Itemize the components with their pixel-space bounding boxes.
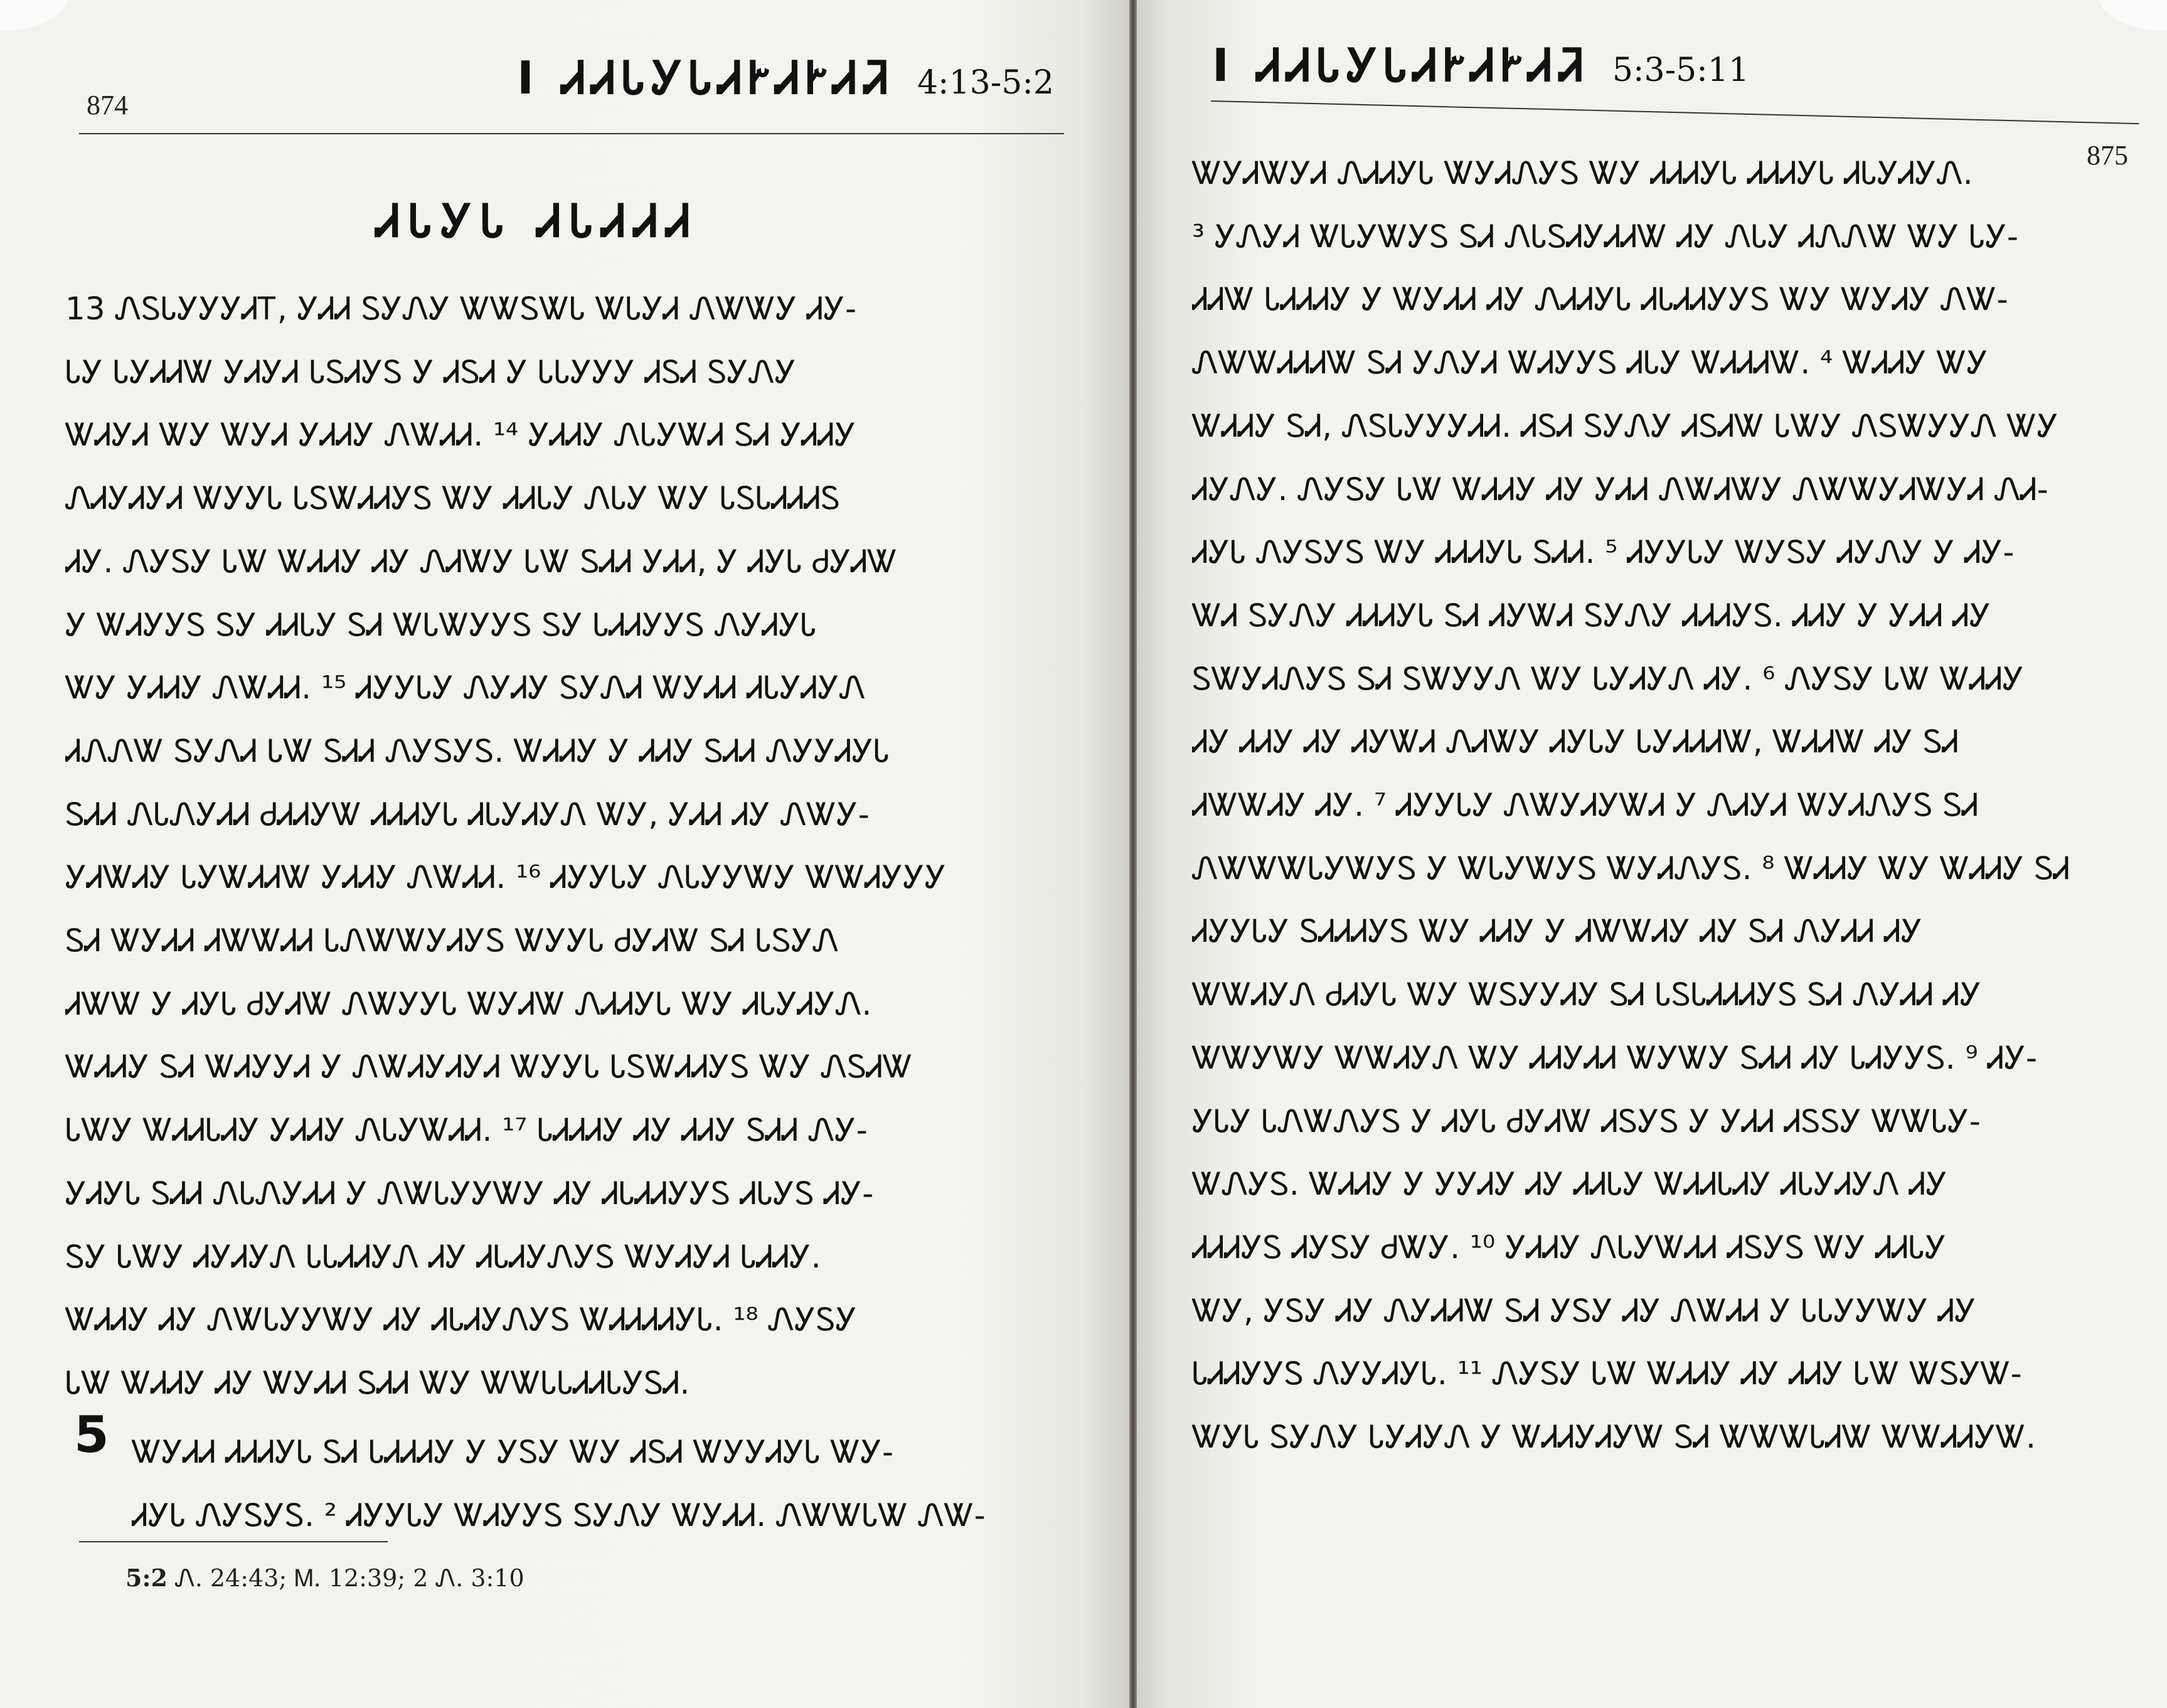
text-line: ᏁᏔᏔᏔᏓᎩᏔᎩᏚ Ꭹ ᏔᏓᎩᏔᎩᏚ ᏔᎩᏗᏁᎩᏚ. ⁸ ᏔᏗᏗᎩ ᏔᎩ ᏔᏗᏗᎩ ᏚᏗ — [1192, 850, 2070, 887]
text-line: ᎩᏗᏔᏗᎩ ᏓᎩᏔᏗᏗᏔ ᎩᏗᏗᎩ ᏁᏔᏗᏗ. ¹⁶ ᏗᎩᎩᏓᎩ ᏁᏓᎩᎩᏔᎩ ᏔᏔᏗᎩᎩᎩ — [65, 859, 947, 896]
text-line: ᏗᏔᏔᏗᎩ ᏗᎩ. ⁷ ᏗᎩᎩᏓᎩ ᏁᏔᎩᏗᎩᏔᏗ Ꭹ ᏁᏗᎩᏗ ᏔᎩᏗᏁᎩᏚ ᏚᏗ — [1192, 787, 1979, 824]
header-book-title-right: I ᏗᏗᏓᎩᏓᏗᎨᏗᎨᏗᏘ — [1212, 39, 1590, 92]
text-line: ᏓᏗᏗᎩᎩᏚ ᏁᎩᎩᏗᎩᏓ. ¹¹ ᏁᎩᏚᎩ ᏓᏔ ᏔᏗᏗᎩ ᏗᎩ ᏗᏗᎩ ᏓᏔ ᏔᏚᎩᏔ- — [1192, 1355, 2022, 1392]
chapter-opening-text — [132, 1421, 1067, 1547]
text-line: ᏚᎩ ᏓᏔᎩ ᏗᎩᏗᎩᏁ ᏓᏓᏗᏗᎩᏁ ᏗᎩ ᏗᏓᏗᎩᏁᎩᏚ ᏔᎩᏗᎩᏗ ᏓᏗᏗᎩ. — [65, 1238, 821, 1275]
text-line: ᏗᎩᏓ ᏁᎩᏚᎩᏚ. ² ᏗᎩᎩᏓᎩ ᏔᏗᎩᎩᏚ ᏚᎩᏁᎩ ᏔᎩᏗᏗ. ᏁᏔᏔᏓᏔ ᏁᏔ- — [132, 1497, 986, 1534]
header-reference: 4:13-5:2 — [917, 64, 1054, 102]
text-line: ᏗᏁᏁᏔ ᏚᎩᏁᏗ ᏓᏔ ᏚᏗᏗ ᏁᎩᏚᎩᏚ. ᏔᏗᏗᎩ Ꭹ ᏗᏗᎩ ᏚᏗᏗ ᏁᎩᎩᏗᎩᏓ — [65, 732, 890, 769]
left-body-text — [65, 277, 1069, 1415]
page-number: 874 — [87, 90, 128, 120]
thumb-shadow-right — [2098, 0, 2167, 31]
text-line: ᏔᏁᎩᏚ. ᏔᏗᏗᎩ Ꭹ ᎩᎩᏗᎩ ᏗᎩ ᏗᏗᏓᎩ ᏔᏗᏗᏓᏗᎩ ᏗᏓᎩᏗᎩᏁ ᏗᎩ — [1192, 1166, 1948, 1203]
text-line: ᏔᎩ, ᎩᏚᎩ ᏗᎩ ᏁᎩᏗᏗᏔ ᏚᏗ ᎩᏚᎩ ᏗᎩ ᏁᏔᏗᏗ Ꭹ ᏓᏓᎩᎩᏔᎩ ᏗᎩ — [1192, 1292, 1976, 1329]
text-line: ᎩᏓᎩ ᏓᏁᏔᏁᎩᏚ Ꭹ ᏗᎩᏓ ᏧᎩᏗᏔ ᏗᏚᎩᏚ Ꭹ ᎩᏗᏗ ᏗᏚᏚᎩ ᏔᏔᏓᎩ- — [1192, 1102, 1981, 1140]
text-line: ᏗᏗᏗᎩᏚ ᏗᎩᏚᎩ ᏧᏔᎩ. ¹⁰ ᎩᏗᏗᎩ ᏁᏓᎩᏔᏗᏗ ᏗᏚᎩᏚ ᏔᎩ ᏗᏗᏓᎩ — [1192, 1229, 1947, 1266]
text-line: ᏁᏗᎩᏗᎩᏗ ᏔᎩᎩᏓ ᏓᏚᏔᏗᏗᎩᏚ ᏔᎩ ᏗᏗᏓᎩ ᏁᏓᎩ ᏔᎩ ᏓᏚᏓᏗᏗᏗᏚ — [65, 480, 841, 517]
footnote-rule — [79, 1541, 388, 1542]
text-line: ᏔᏔᏗᎩᏁ ᏧᏗᎩᏓ ᏔᎩ ᏔᏚᎩᎩᏗᎩ ᏚᏗ ᏓᏚᏓᏗᏗᏗᎩᏚ ᏚᏗ ᏁᎩᏗᏗ ᏗᎩ — [1192, 976, 1982, 1013]
text-line: 13 ᏁᏚᏓᎩᎩᎩᏗᎢ, ᎩᏗᏗ ᏚᎩᏁᎩ ᏔᏔᏚᏔᏓ ᏔᏓᎩᏗ ᏁᏔᏔᎩ ᏗᎩ- — [65, 291, 857, 327]
right-page — [1137, 0, 2167, 1708]
text-line: ᏚᏔᎩᏗᏁᎩᏚ ᏚᏗ ᏚᏔᎩᎩᏁ ᏔᎩ ᏓᎩᏗᎩᏁ ᏗᎩ. ⁶ ᏁᎩᏚᎩ ᏓᏔ ᏔᏗᏗᎩ — [1192, 660, 2025, 697]
text-line: ᏚᏗᏗ ᏁᏓᏁᎩᏗᏗ ᏧᏗᏗᎩᏔ ᏗᏗᏗᎩᏓ ᏗᏓᎩᏗᎩᏁ ᏔᎩ, ᎩᏗᏗ ᏗᎩ ᏁᏔᎩ- — [65, 796, 870, 833]
text-line: ᏗᏗᏔ ᏓᏗᏗᏗᎩ Ꭹ ᏔᎩᏗᏗ ᏗᎩ ᏁᏗᏗᎩᏓ ᏗᏓᏗᏗᎩᎩᏚ ᏔᎩ ᏔᎩᏗᎩ ᏁᏔ- — [1192, 281, 2008, 318]
header-reference-right: 5:3-5:11 — [1612, 51, 1749, 89]
text-line: ᏔᎩᏗᏗ ᏗᏗᏗᎩᏓ ᏚᏗ ᏓᏗᏗᏗᎩ Ꭹ ᎩᏚᎩ ᏔᎩ ᏗᏚᏗ ᏔᎩᎩᏗᎩᏓ ᏔᎩ- — [132, 1434, 894, 1470]
text-line: ᏗᎩᎩᏓᎩ ᏚᏗᏗᏗᎩᏚ ᏔᎩ ᏗᏗᎩ Ꭹ ᏗᏔᏔᏗᎩ ᏗᎩ ᏚᏗ ᏁᎩᏗᏗ ᏗᎩ — [1192, 913, 1923, 950]
text-line: ᏔᏗᏗᎩ ᏚᏗ ᏔᏗᎩᎩᏗ Ꭹ ᏁᏔᏗᎩᏗᎩᏗ ᏔᎩᎩᏓ ᏓᏚᏔᏗᏗᎩᏚ ᏔᎩ ᏁᏚᏗᏔ — [65, 1049, 913, 1086]
text-line: ᏓᏔᎩ ᏔᏗᏗᏓᏗᎩ ᎩᏗᏗᎩ ᏁᏓᎩᏔᏗᏗ. ¹⁷ ᏓᏗᏗᏗᎩ ᏗᎩ ᏗᏗᎩ ᏚᏗᏗ ᏁᎩ- — [65, 1112, 868, 1149]
thumb-shadow — [0, 0, 69, 31]
section-title: ᏗᏓᎩᏓ ᏗᏓᏗᏗᏗ — [376, 195, 700, 247]
header-book-title: I ᏗᏗᏓᎩᏓᏗᎨᏗᎨᏗᏘ — [517, 51, 895, 104]
footnote-reference: 5:2 — [125, 1564, 168, 1592]
book-spine — [1129, 0, 1137, 1708]
text-line: ᏗᎩ. ᏁᎩᏚᎩ ᏓᏔ ᏔᏗᏗᎩ ᏗᎩ ᏁᏗᏔᎩ ᏓᏔ ᏚᏗᏗ ᎩᏗᏗ, Ꭹ ᏗᎩᏓ ᏧᎩᏗᏔ — [65, 543, 898, 580]
text-line: ᏗᏔᏔ Ꭹ ᏗᎩᏓ ᏧᎩᏗᏔ ᏁᏔᎩᎩᏓ ᏔᎩᏗᏔ ᏁᏗᏗᎩᏓ ᏔᎩ ᏗᏓᎩᏗᎩᏁ. — [65, 985, 872, 1022]
text-line: ᏁᏔᏔᏗᏗᏗᏔ ᏚᏗ ᎩᏁᎩᏗ ᏔᏗᎩᎩᏚ ᏗᏓᎩ ᏔᏗᏗᏗᏔ. ⁴ ᏔᏗᏗᎩ ᏔᎩ — [1192, 344, 1989, 382]
text-line: ᏓᎩ ᏓᎩᏗᏗᏔ ᎩᏗᎩᏗ ᏓᏚᏗᎩᏚ Ꭹ ᏗᏚᏗ Ꭹ ᏓᏓᎩᎩᎩ ᏗᏚᏗ ᏚᎩᏁᎩ — [65, 353, 797, 390]
text-line: ᏔᏗᏗᎩ ᏚᏗ, ᏁᏚᏓᎩᎩᎩᏗᏗ. ᏗᏚᏗ ᏚᎩᏁᎩ ᏗᏚᏗᏔ ᏓᏔᎩ ᏁᏚᏔᎩᎩᏁ ᏔᎩ — [1192, 407, 2059, 444]
text-line: ᏔᎩᏗᏔᎩᏗ ᏁᏗᏗᎩᏓ ᏔᎩᏗᏁᎩᏚ ᏔᎩ ᏗᏗᏗᎩᏓ ᏗᏗᏗᎩᏓ ᏗᏓᎩᏗᎩᏁ. — [1192, 155, 1973, 191]
text-line: Ꭹ ᏔᏗᎩᎩᏚ ᏚᎩ ᏗᏗᏓᎩ ᏚᏗ ᏔᏓᏔᎩᎩᏚ ᏚᎩ ᏓᏗᏗᎩᎩᏚ ᏁᎩᏗᎩᏓ — [65, 606, 817, 643]
text-line: ᏓᏔ ᏔᏗᏗᎩ ᏗᎩ ᏔᎩᏗᏗ ᏚᏗᏗ ᏔᎩ ᏔᏔᏓᏓᏗᏗᏓᎩᏚᏗ. — [65, 1364, 690, 1401]
text-line: ᏔᏗᎩᏗ ᏔᎩ ᏔᎩᏗ ᎩᏗᏗᎩ ᏁᏔᏗᏗ. ¹⁴ ᎩᏗᏗᎩ ᏁᏓᎩᏔᏗ ᏚᏗ ᎩᏗᏗᎩ — [65, 417, 856, 454]
text-line: ᏔᎩᏓ ᏚᎩᏁᎩ ᏓᎩᏗᎩᏁ Ꭹ ᏔᏗᏗᎩᏗᎩᏔ ᏚᏗ ᏔᏔᏔᏓᏗᏔ ᏔᏔᏗᏗᎩᏔ. — [1192, 1419, 2036, 1456]
page-number-right: 875 — [2087, 140, 2128, 171]
text-line: ᏔᏗᏗᎩ ᏗᎩ ᏁᏔᏓᎩᎩᏔᎩ ᏗᎩ ᏗᏓᏗᎩᏁᎩᏚ ᏔᏗᏗᏗᏗᎩᏓ. ¹⁸ ᏁᎩᏚᎩ — [65, 1301, 858, 1338]
running-header — [517, 51, 1054, 105]
chapter-number: 5 — [74, 1406, 109, 1464]
text-line: ᏗᎩ ᏗᏗᎩ ᏗᎩ ᏗᎩᏔᏗ ᏁᏗᏔᎩ ᏗᎩᏓᎩ ᏓᎩᏗᏗᏗᏔ, ᏔᏗᏗᏔ ᏗᎩ ᏚᏗ — [1192, 723, 1959, 761]
text-line: ᏔᎩ ᎩᏗᏗᎩ ᏁᏔᏗᏗ. ¹⁵ ᏗᎩᎩᏓᎩ ᏁᎩᏗᎩ ᏚᎩᏁᏗ ᏔᎩᏗᏗ ᏗᏓᎩᏗᎩᏁ — [65, 670, 866, 707]
text-line: ᏗᎩᏓ ᏁᎩᏚᎩᏚ ᏔᎩ ᏗᏗᏗᎩᏓ ᏚᏗᏗ. ⁵ ᏗᎩᎩᏓᎩ ᏔᎩᏚᎩ ᏗᎩᏁᎩ Ꭹ ᏗᎩ- — [1192, 534, 2015, 571]
text-line: ᎩᏗᎩᏓ ᏚᏗᏗ ᏁᏓᏁᎩᏗᏗ Ꭹ ᏁᏔᏓᎩᎩᏔᎩ ᏗᎩ ᏗᏓᏗᏗᎩᎩᏚ ᏗᏓᎩᏚ ᏗᎩ- — [65, 1175, 874, 1212]
right-body-text — [1192, 142, 2121, 1469]
header-rule-right — [1211, 100, 2139, 124]
text-line: ᏚᏗ ᏔᎩᏗᏗ ᏗᏔᏔᏗᏗ ᏓᏁᏔᏔᎩᏗᎩᏚ ᏔᎩᎩᏓ ᏧᎩᏗᏔ ᏚᏗ ᏓᏚᎩᏁ — [65, 922, 839, 959]
footnote-text: Ꮑ. 24:43; Ꮇ. 12:39; 2 Ꮑ. 3:10 — [175, 1564, 524, 1592]
text-line: ᏔᏗ ᏚᎩᏁᎩ ᏗᏗᏗᎩᏓ ᏚᏗ ᏗᎩᏔᏗ ᏚᎩᏁᎩ ᏗᏗᏗᎩᏚ. ᏗᏗᎩ Ꭹ ᎩᏗᏗ ᏗᎩ — [1192, 597, 1991, 634]
text-line: ³ ᎩᏁᎩᏗ ᏔᏓᎩᏔᎩᏚ ᏚᏗ ᏁᏓᏚᏗᎩᏗᏗᏔ ᏗᎩ ᏁᏓᎩ ᏗᏁᏁᏔ ᏔᎩ ᏓᎩ- — [1192, 218, 2018, 255]
header-rule — [79, 133, 1064, 134]
footnote — [125, 1564, 524, 1593]
text-line: ᏗᎩᏁᎩ. ᏁᎩᏚᎩ ᏓᏔ ᏔᏗᏗᎩ ᏗᎩ ᎩᏗᏗ ᏁᏔᏗᏔᎩ ᏁᏔᏔᎩᏗᏔᎩᏗ ᏁᏗ- — [1192, 471, 2048, 508]
text-line: ᏔᏔᎩᏔᎩ ᏔᏔᏗᎩᏁ ᏔᎩ ᏗᏗᎩᏗᏗ ᏔᎩᏔᎩ ᏚᏗᏗ ᏗᎩ ᏓᏗᎩᎩᏚ. ⁹ ᏗᎩ- — [1192, 1039, 2038, 1076]
running-header-right — [1212, 39, 1749, 93]
